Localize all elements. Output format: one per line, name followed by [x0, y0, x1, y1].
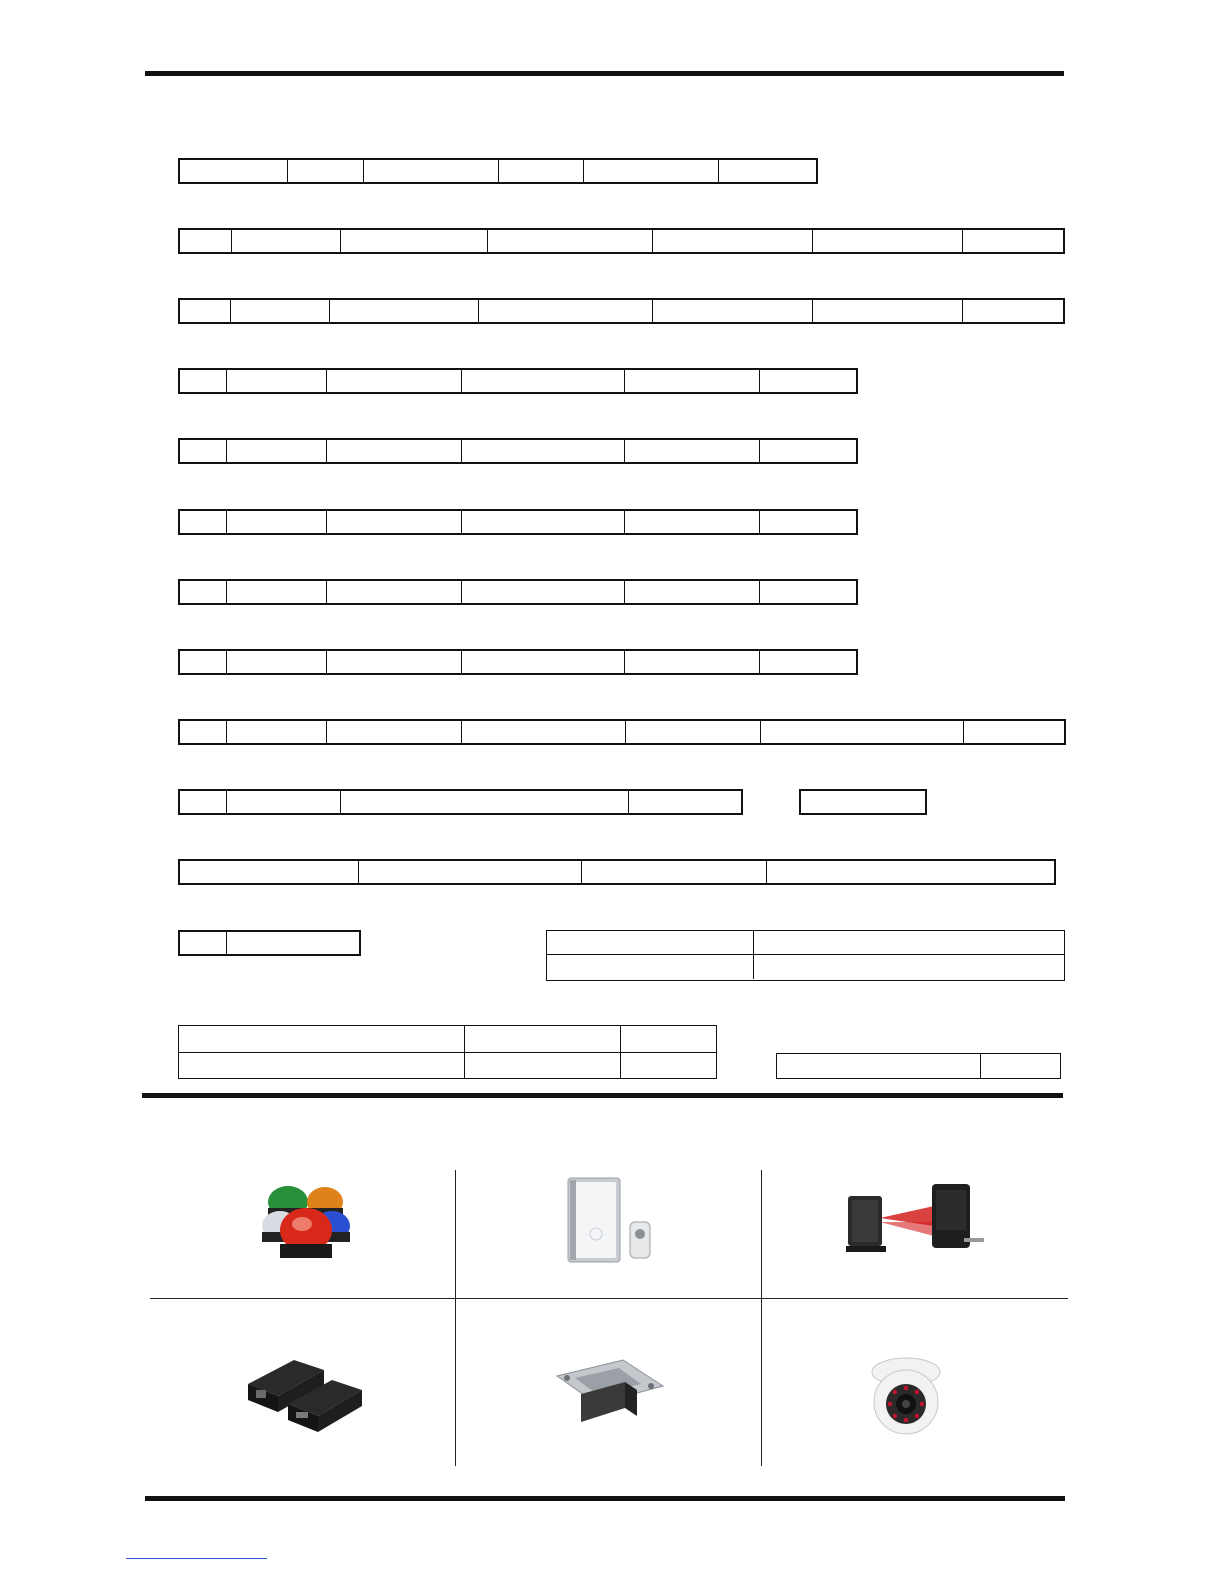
form-row-12[interactable]	[178, 930, 361, 956]
product-grid-divider	[761, 1170, 762, 1466]
form-cell[interactable]	[465, 1053, 621, 1078]
form-row-8[interactable]	[178, 649, 858, 675]
form-cell[interactable]	[625, 370, 760, 392]
form-cell[interactable]	[227, 721, 327, 743]
form-cell[interactable]	[719, 160, 816, 182]
form-cell[interactable]	[180, 581, 227, 603]
form-cell[interactable]	[180, 370, 227, 392]
bottom-rule	[145, 1496, 1065, 1501]
form-cell[interactable]	[462, 581, 625, 603]
strobe-lights-image	[250, 1176, 360, 1266]
door-strike-icon	[553, 1356, 665, 1432]
form-cell[interactable]	[227, 511, 327, 533]
form-cell[interactable]	[621, 1026, 716, 1052]
doorbell-icon	[566, 1176, 666, 1266]
form-row-5[interactable]	[178, 438, 858, 464]
form-cell[interactable]	[582, 861, 767, 883]
form-grid-line	[547, 955, 1064, 979]
form-row-9[interactable]	[178, 719, 1066, 745]
form-row-10[interactable]	[178, 789, 743, 815]
form-cell[interactable]	[232, 230, 341, 252]
form-cell[interactable]	[813, 230, 963, 252]
form-cell[interactable]	[462, 651, 625, 673]
form-cell[interactable]	[963, 300, 1063, 322]
form-cell[interactable]	[621, 1053, 716, 1078]
form-cell[interactable]	[227, 651, 327, 673]
form-grid-13[interactable]	[178, 1025, 717, 1079]
form-cell[interactable]	[813, 300, 963, 322]
form-cell[interactable]	[760, 511, 856, 533]
form-cell[interactable]	[625, 581, 760, 603]
form-cell[interactable]	[231, 300, 330, 322]
form-row-10-extra[interactable]	[799, 789, 927, 815]
form-cell[interactable]	[754, 955, 1064, 979]
form-cell[interactable]	[180, 861, 359, 883]
form-cell[interactable]	[327, 651, 462, 673]
form-cell[interactable]	[327, 440, 462, 462]
form-cell[interactable]	[227, 932, 359, 954]
form-cell[interactable]	[547, 955, 754, 979]
form-cell[interactable]	[227, 581, 327, 603]
form-cell[interactable]	[760, 651, 856, 673]
form-grid-line	[179, 1053, 716, 1078]
form-cell[interactable]	[288, 160, 364, 182]
form-cell[interactable]	[754, 931, 1064, 954]
form-cell[interactable]	[625, 440, 760, 462]
form-row-4[interactable]	[178, 368, 858, 394]
form-cell[interactable]	[327, 511, 462, 533]
form-cell[interactable]	[227, 370, 327, 392]
form-cell[interactable]	[180, 300, 231, 322]
form-cell[interactable]	[359, 861, 582, 883]
form-grid-line	[179, 1026, 716, 1053]
form-cell[interactable]	[341, 791, 629, 813]
form-row-13-right[interactable]	[776, 1053, 1061, 1079]
form-grid-line	[777, 1054, 1060, 1078]
form-row-2[interactable]	[178, 228, 1065, 254]
form-cell[interactable]	[653, 300, 813, 322]
hdmi-extender-icon	[244, 1354, 364, 1434]
form-row-7[interactable]	[178, 579, 858, 605]
form-row-3[interactable]	[178, 298, 1065, 324]
strobe-lights-icon	[250, 1176, 360, 1266]
form-cell[interactable]	[330, 300, 479, 322]
form-cell[interactable]	[465, 1026, 621, 1052]
form-cell[interactable]	[761, 721, 964, 743]
form-cell[interactable]	[327, 581, 462, 603]
form-cell[interactable]	[584, 160, 719, 182]
form-cell[interactable]	[327, 721, 462, 743]
form-cell[interactable]	[801, 791, 925, 813]
footer-link-underline[interactable]	[126, 1558, 267, 1559]
form-cell[interactable]	[462, 721, 626, 743]
form-cell[interactable]	[653, 230, 813, 252]
form-cell[interactable]	[180, 932, 227, 954]
form-cell[interactable]	[625, 651, 760, 673]
form-cell[interactable]	[963, 230, 1063, 252]
form-cell[interactable]	[364, 160, 499, 182]
form-cell[interactable]	[499, 160, 584, 182]
form-cell[interactable]	[629, 791, 741, 813]
top-rule	[145, 71, 1064, 76]
form-cell[interactable]	[180, 160, 288, 182]
hdmi-extender-image	[244, 1354, 364, 1434]
dome-camera-icon	[868, 1352, 944, 1442]
form-cell[interactable]	[760, 370, 856, 392]
form-grid-line	[547, 931, 1064, 955]
form-cell[interactable]	[180, 511, 227, 533]
form-cell[interactable]	[341, 230, 488, 252]
form-cell[interactable]	[760, 581, 856, 603]
form-cell[interactable]	[180, 791, 227, 813]
form-cell[interactable]	[626, 721, 761, 743]
form-cell[interactable]	[777, 1054, 981, 1078]
form-cell[interactable]	[547, 931, 754, 954]
form-cell[interactable]	[180, 440, 227, 462]
form-cell[interactable]	[179, 1026, 465, 1052]
form-cell[interactable]	[180, 651, 227, 673]
middle-rule	[142, 1093, 1063, 1098]
wireless-doorbell-image	[566, 1176, 666, 1266]
form-cell[interactable]	[227, 791, 341, 813]
product-grid-divider	[455, 1170, 456, 1466]
beam-sensor-icon	[846, 1178, 986, 1260]
form-row-1[interactable]	[178, 158, 818, 184]
form-cell[interactable]	[964, 721, 1064, 743]
form-cell[interactable]	[227, 440, 327, 462]
form-grid-12-right[interactable]	[546, 930, 1065, 981]
form-cell[interactable]	[488, 230, 653, 252]
form-cell[interactable]	[760, 440, 856, 462]
form-cell[interactable]	[179, 1053, 465, 1078]
form-cell[interactable]	[462, 370, 625, 392]
form-cell[interactable]	[981, 1054, 1060, 1078]
form-row-11[interactable]	[178, 859, 1056, 885]
door-strike-image	[553, 1356, 665, 1432]
dome-camera-image	[868, 1352, 944, 1442]
beam-sensor-image	[846, 1178, 986, 1260]
form-cell[interactable]	[767, 861, 1054, 883]
form-cell[interactable]	[180, 230, 232, 252]
form-cell[interactable]	[180, 721, 227, 743]
form-cell[interactable]	[479, 300, 653, 322]
form-cell[interactable]	[625, 511, 760, 533]
form-cell[interactable]	[462, 440, 625, 462]
form-cell[interactable]	[462, 511, 625, 533]
product-grid-divider	[150, 1298, 1068, 1299]
form-cell[interactable]	[327, 370, 462, 392]
form-row-6[interactable]	[178, 509, 858, 535]
